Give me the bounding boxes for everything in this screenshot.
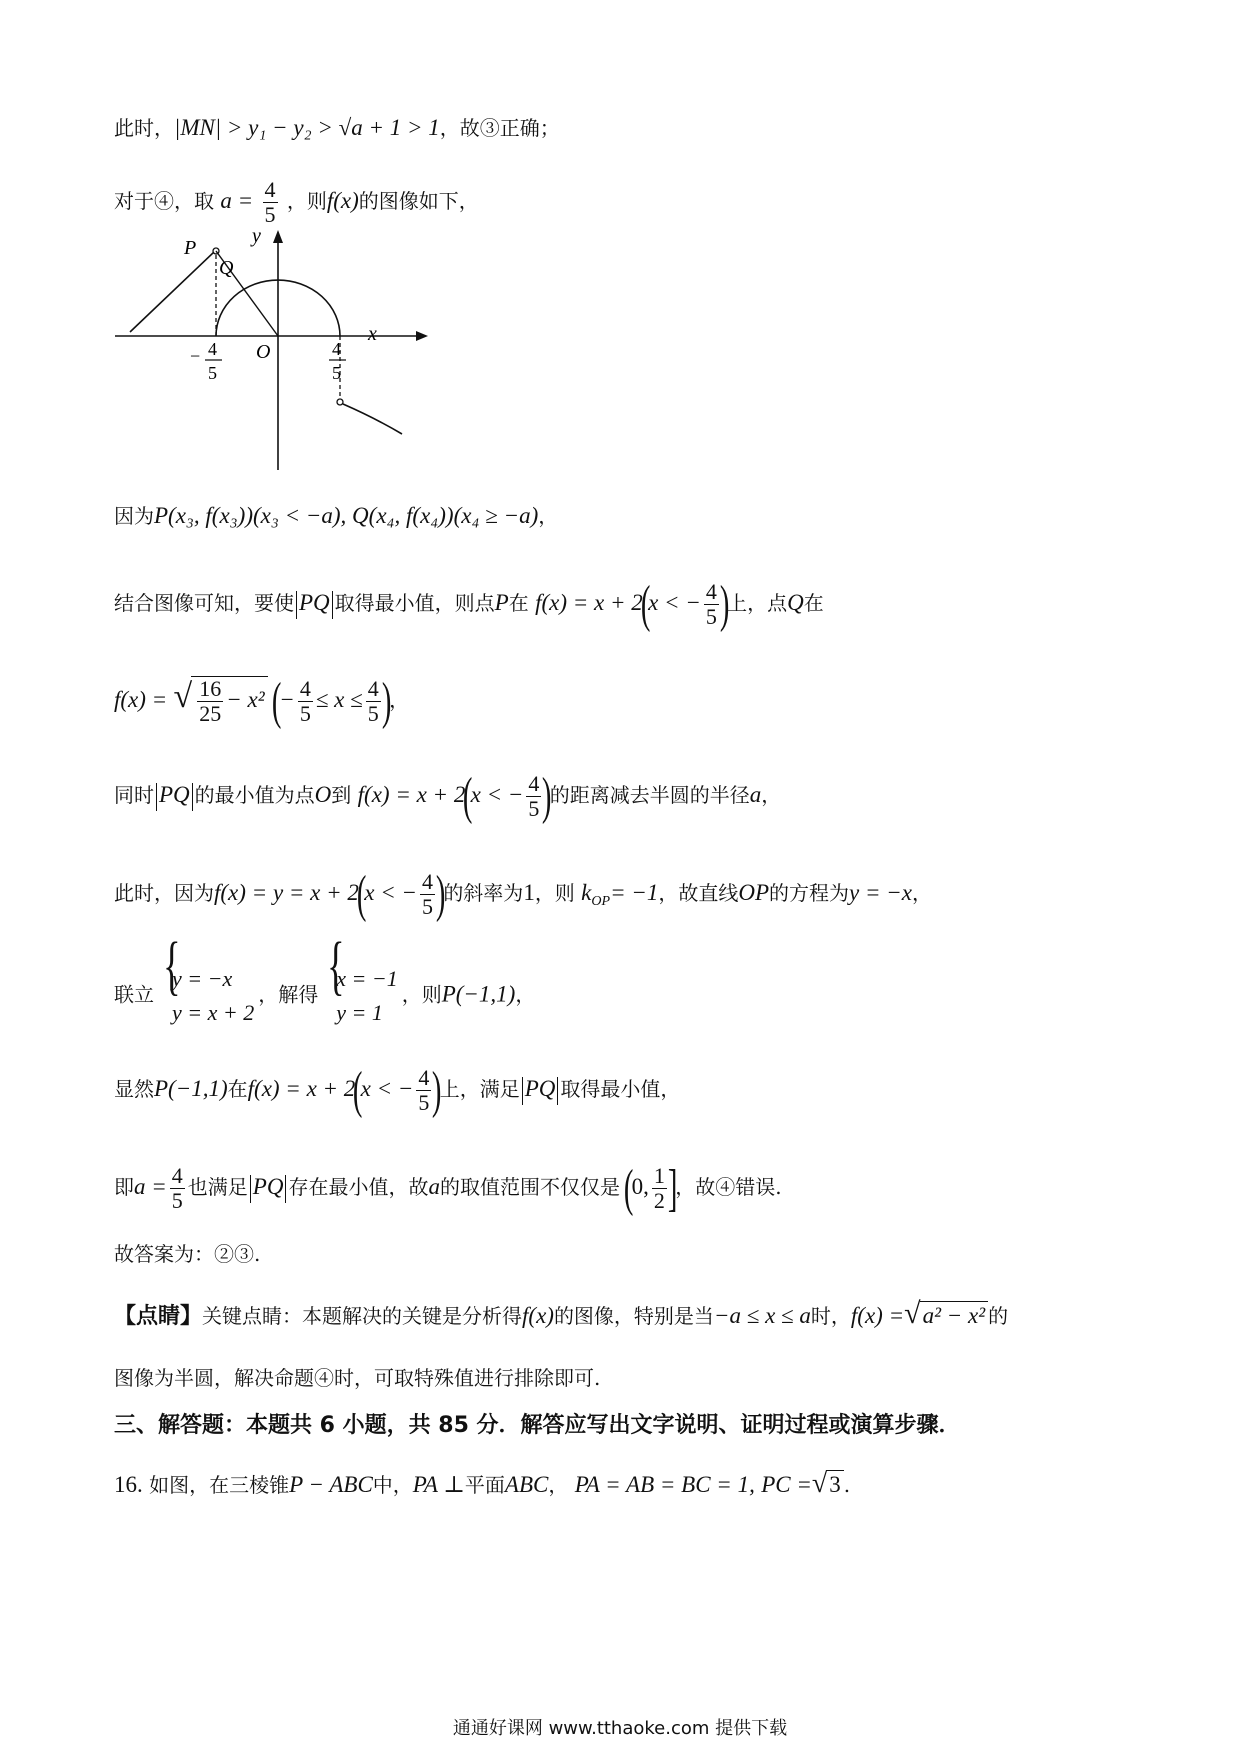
- system-2: { x = −1 y = 1: [322, 962, 397, 1030]
- tick-neg-den: 5: [208, 363, 217, 383]
- line-9: 显然P(−1,1)在f(x) = x + 2(x < − $\frac{4}{5}$ )上，满足 PQ 取得最小值，: [114, 1061, 681, 1119]
- function-graph: [110, 222, 440, 482]
- fraction: $\frac{4}{5}$: [367, 676, 379, 726]
- x-axis-arrow: [416, 331, 428, 341]
- line-4: 结合图像可知，要使 PQ 取得最小值，则点P在 f(x) = x + 2(x < − $\frac{4}{5}$ )上，点Q在: [114, 575, 824, 633]
- fraction: $\frac{4}{5}$: [421, 869, 433, 919]
- label-x: x: [368, 323, 377, 345]
- line-10: 即a = $\frac{4}{5}$ 也满足 PQ 存在最小值，故a的取值范围不仅仅是 (0, $\frac{1}{2}$ ]，故④错误.: [114, 1159, 782, 1217]
- line-5: f(x) = √ $\frac{16}{25}$ − x² (− $\frac{4}{5}$ ≤ x ≤ $\frac{4}{5}$ )，: [114, 672, 410, 730]
- line-7: 此时，因为f(x) = y = x + 2(x < − $\frac{4}{5}$ )的斜率为1，则 $k_{OP}= -1$，故直线OP的方程为y = −x，: [114, 865, 932, 923]
- fraction: $\frac{4}{5}$: [171, 1163, 183, 1213]
- tick-pos-num: 4: [332, 339, 341, 359]
- fraction: $\frac{4}{5}$: [528, 771, 540, 821]
- open-point-right: [337, 399, 343, 405]
- label-p: P: [184, 237, 197, 259]
- label-y: y: [252, 225, 261, 247]
- tick-pos-den: 5: [332, 363, 341, 383]
- line-6: 同时 PQ 的最小值为点O到 f(x) = x + 2(x < − $\frac{4}{5}$ )的距离减去半圆的半径a，: [114, 767, 782, 825]
- line-2: 对于④，取 a = $\frac{4}{5}$ ，则f(x)的图像如下，: [114, 177, 479, 227]
- math-points-pq: P(x₃, f(x₃))(x₃ < −a), Q(x₄, f(x₄))(x₄ ≥ −a): [154, 503, 539, 528]
- fraction: $\frac{1}{2}$: [653, 1163, 665, 1213]
- system-1: { y = −x y = x + 2: [158, 962, 254, 1030]
- label-origin: O: [256, 341, 271, 363]
- line-left-branch: [130, 252, 214, 332]
- fraction: $\frac{4}{5}$: [705, 579, 717, 629]
- label-q: Q: [219, 257, 234, 279]
- line-8: 联立 { y = −x y = x + 2 ，解得 { x = −1 y = 1 ，则P(−1,1)，: [114, 962, 535, 1030]
- footer-watermark: 通通好课网 www.tthaoke.com 提供下载: [452, 1718, 788, 1739]
- right-branch-curve: [343, 404, 402, 434]
- fraction: $\frac{4}{5}$: [418, 1065, 430, 1115]
- problem-16: 16. 如图，在三棱锥P − ABC中，PA ⊥平面ABC， PA = AB = BC = 1, PC =√3 .: [114, 1468, 851, 1499]
- y-axis-arrow: [273, 230, 283, 243]
- answer-line: 故答案为：②③.: [114, 1242, 261, 1266]
- tick-neg-num: 4: [208, 339, 217, 359]
- tick-neg-sign: −: [190, 346, 201, 366]
- fraction: $\frac{4}{5}$: [299, 676, 311, 726]
- line-13: 图像为半圆，解决命题④时，可取特殊值进行排除即可.: [114, 1366, 601, 1390]
- fraction: $\frac{16}{25}$: [199, 676, 222, 726]
- line-1: 此时，|MN| > y₁ − y₂ > √a + 1 > 1，故③正确；: [114, 115, 560, 140]
- line-3: 因为P(x₃, f(x₃))(x₃ < −a), Q(x₄, f(x₄))(x₄ ≥ −a)，: [114, 503, 559, 528]
- math-mn-inequality: |MN| > y₁ − y₂ > √a + 1 > 1: [174, 115, 440, 140]
- fraction: $\frac{4}{5}$: [264, 177, 276, 227]
- line-12: 【点睛】关键点睛：本题解决的关键是分析得f(x)的图像，特别是当−a ≤ x ≤ a时，f(x) =√a² − x² 的: [114, 1297, 1009, 1330]
- section-heading: 三、解答题：本题共 6 小题，共 85 分．解答应写出文字说明、证明过程或演算步骤．: [114, 1413, 961, 1438]
